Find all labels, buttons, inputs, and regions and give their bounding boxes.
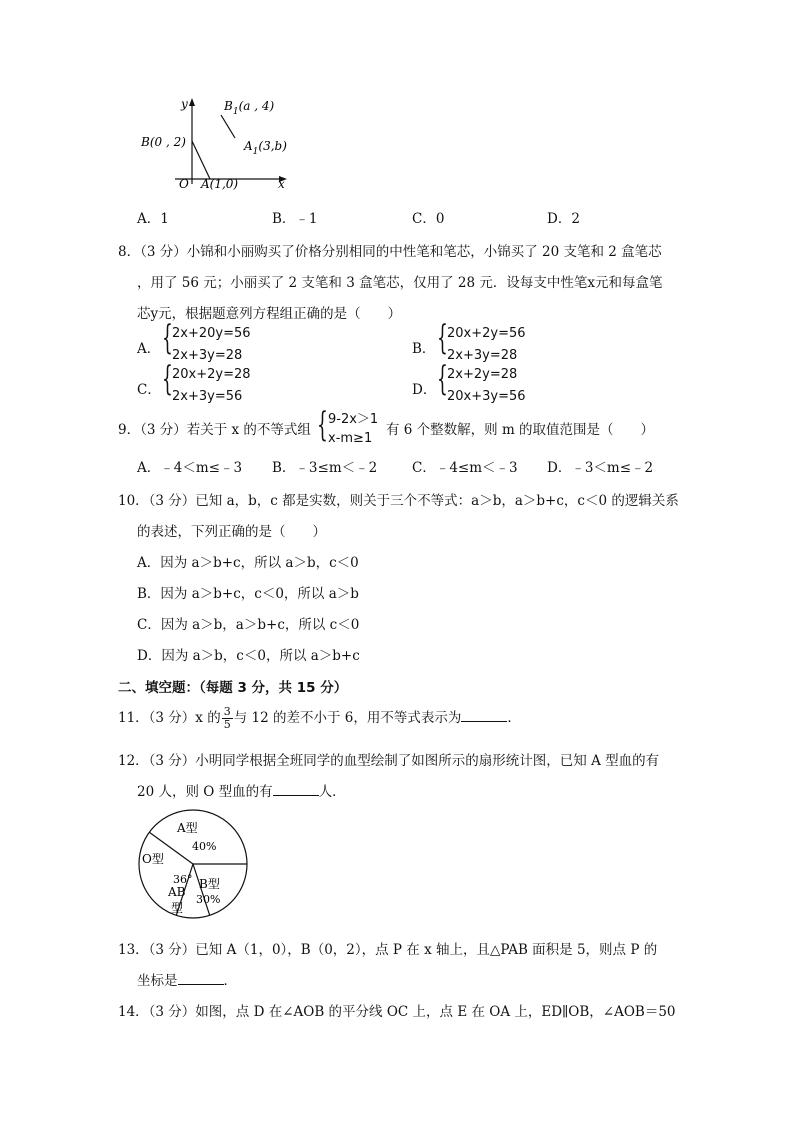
q7-option-d[interactable]: D．2 bbox=[547, 211, 580, 227]
q12-line2 bbox=[137, 780, 346, 800]
q9-ineq2: x-m≥1 bbox=[328, 431, 373, 446]
q7-option-b[interactable]: B．﹣1 bbox=[272, 211, 318, 227]
pie-label-ab-angle: 36° bbox=[173, 873, 193, 886]
q8-b-eq1: 20x+2y=56 bbox=[447, 326, 526, 341]
q13-line2-prefix: 坐标是 bbox=[137, 973, 178, 989]
q8-line1: 8．（3 分）小锦和小丽购买了价格分别相同的中性笔和笔芯，小锦买了 20 支笔和 2 盒笔芯 bbox=[118, 244, 662, 260]
q11-suffix: 与 12 的差不小于 6，用不等式表示为 bbox=[233, 710, 462, 726]
x-label: x bbox=[278, 177, 285, 191]
q10-line2: 的表述，下列正确的是（ ） bbox=[137, 524, 326, 540]
q8-option-b-label: B． bbox=[412, 341, 436, 357]
blood-type-pie-chart bbox=[135, 808, 253, 920]
q8-line2: ，用了 56 元；小丽买了 2 支笔和 3 盒笔芯，仅用了 28 元．设每支中性笔x元和每盒笔 bbox=[137, 275, 663, 291]
brace-icon: { bbox=[162, 359, 173, 399]
q8-option-c-label: C． bbox=[137, 382, 161, 398]
pie-label-ab: AB bbox=[168, 885, 186, 899]
brace-icon: { bbox=[162, 318, 173, 358]
q11-end: ． bbox=[507, 710, 521, 726]
q8-line3: 芯y元，根据题意列方程组正确的是（ ） bbox=[137, 306, 402, 322]
q9-ineq1: 9-2x＞1 bbox=[328, 412, 379, 427]
q10-option-a[interactable]: A．因为 a＞b+c，所以 a＞b，c＜0 bbox=[137, 555, 359, 571]
y-axis-arrow bbox=[189, 98, 195, 106]
q13-answer-blank[interactable] bbox=[178, 972, 224, 985]
q8-option-a-label: A． bbox=[137, 341, 161, 357]
q10-option-b[interactable]: B．因为 a＞b+c，c＜0，所以 a＞b bbox=[137, 586, 359, 602]
b1-label: $B_1(a$ , 4) bbox=[224, 99, 275, 117]
q10-option-d[interactable]: D．因为 a＞b，c＜0，所以 a＞b+c bbox=[137, 648, 360, 664]
q11-answer-blank[interactable] bbox=[461, 709, 507, 722]
origin-label: O bbox=[179, 177, 189, 191]
q13-line2 bbox=[137, 969, 237, 989]
q8-d-eq1: 2x+2y=28 bbox=[447, 367, 518, 382]
segment-ab bbox=[192, 141, 210, 179]
q9-option-b[interactable]: B．﹣3≤m＜﹣2 bbox=[272, 460, 378, 476]
pie-label-b-pct: 30% bbox=[196, 893, 221, 906]
q10-option-c[interactable]: C．因为 a＞b，a＞b+c，所以 c＜0 bbox=[137, 617, 360, 633]
brace-icon: { bbox=[317, 405, 328, 445]
q9-option-c[interactable]: C．﹣4≤m＜﹣3 bbox=[412, 460, 518, 476]
fraction-numerator: 3 bbox=[223, 705, 231, 718]
q13-line1: 13．（3 分）已知 A（1，0），B（0，2），点 P 在 x 轴上，且△PAB 面积是 5，则点 P 的 bbox=[118, 942, 658, 958]
q7-coordinate-graph bbox=[135, 92, 305, 192]
q8-option-d-label: D． bbox=[412, 382, 437, 398]
fraction-denominator: 5 bbox=[223, 718, 231, 731]
a1-label: $A_1(3,b)$ bbox=[244, 139, 287, 157]
q12-line2-prefix: 20 人，则 O 型血的有 bbox=[137, 784, 273, 800]
q10-line1: 10．（3 分）已知 a，b，c 都是实数，则关于三个不等式：a＞b，a＞b+c，c＜0 的逻辑关系 bbox=[118, 493, 679, 509]
y-label: y bbox=[181, 97, 188, 111]
q7-option-c[interactable]: C．0 bbox=[412, 211, 445, 227]
q9-prefix: 9．（3 分）若关于 x 的不等式组 bbox=[118, 422, 311, 438]
q8-a-eq2: 2x+3y=28 bbox=[172, 348, 243, 363]
b-label: B(0 , 2) bbox=[141, 135, 186, 149]
q12-line2-suffix: 人． bbox=[318, 784, 346, 800]
pie-label-b: B型 bbox=[199, 877, 220, 891]
q7-option-a[interactable]: A．1 bbox=[137, 211, 169, 227]
q11-prefix: 11．（3 分）x 的 bbox=[118, 710, 221, 726]
brace-icon: { bbox=[437, 359, 448, 399]
q12-line1: 12．（3 分）小明同学根据全班同学的血型绘制了如图所示的扇形统计图，已知 A 型血的有 bbox=[118, 753, 660, 769]
pie-label-a: A型 bbox=[177, 821, 198, 835]
q13-line2-suffix: ． bbox=[223, 973, 237, 989]
q12-answer-blank[interactable] bbox=[273, 783, 319, 796]
q8-c-eq1: 20x+2y=28 bbox=[172, 367, 251, 382]
q11 bbox=[118, 706, 521, 731]
section-heading: 二、填空题：（每题 3 分，共 15 分） bbox=[118, 680, 348, 696]
q8-a-eq1: 2x+20y=56 bbox=[172, 326, 251, 341]
q9-suffix: 有 6 个整数解，则 m 的取值范围是（ ） bbox=[386, 422, 655, 438]
pie-label-o: O型 bbox=[142, 852, 164, 866]
segment-a1b1 bbox=[221, 115, 235, 138]
q8-c-eq2: 2x+3y=56 bbox=[172, 389, 243, 404]
pie-label-ab-type: 型 bbox=[171, 901, 184, 915]
q14-line1: 14．（3 分）如图，点 D 在∠AOB 的平分线 OC 上，点 E 在 OA 上，ED∥OB，∠AOB＝50 bbox=[118, 1004, 676, 1020]
q9-option-a[interactable]: A．﹣4＜m≤﹣3 bbox=[137, 460, 243, 476]
q8-d-eq2: 20x+3y=56 bbox=[447, 389, 526, 404]
pie-label-a-pct: 40% bbox=[192, 840, 217, 853]
fraction bbox=[222, 706, 233, 731]
brace-icon: { bbox=[437, 318, 448, 358]
q8-b-eq2: 2x+3y=28 bbox=[447, 348, 518, 363]
a-label: A(1,0) bbox=[201, 177, 239, 191]
q9-option-d[interactable]: D．﹣3＜m≤﹣2 bbox=[547, 460, 654, 476]
